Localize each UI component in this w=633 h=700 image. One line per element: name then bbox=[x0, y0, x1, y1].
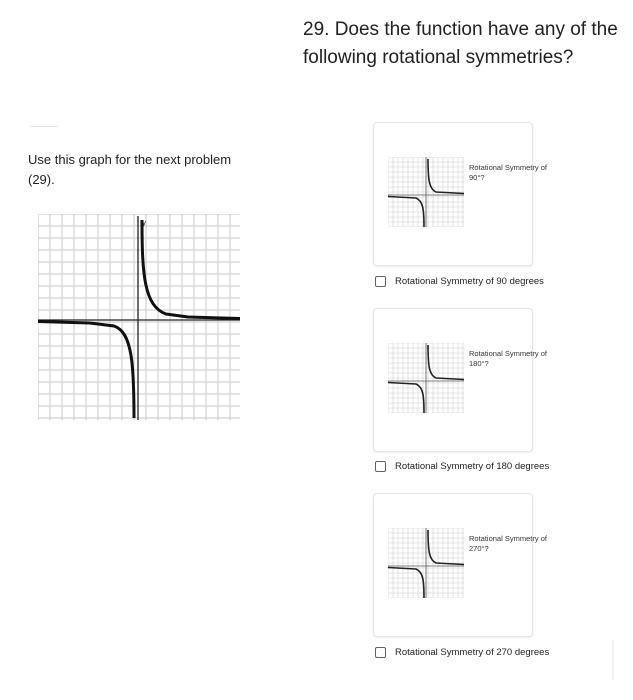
option-image-caption: Rotational Symmetry of 270°? bbox=[469, 534, 547, 553]
option-image-180 bbox=[373, 308, 547, 452]
option-image-90 bbox=[373, 122, 547, 266]
option-label: Rotational Symmetry of 90 degrees bbox=[395, 276, 544, 287]
checkbox-180-degrees[interactable] bbox=[375, 461, 386, 472]
curve-right-branch bbox=[142, 220, 240, 319]
option-image-caption: Rotational Symmetry of 90°? bbox=[469, 163, 547, 182]
option-90-degrees[interactable] bbox=[375, 276, 544, 287]
option-180-degrees[interactable] bbox=[375, 461, 549, 472]
option-270-degrees[interactable] bbox=[375, 647, 549, 658]
rotated-graph-thumbnail bbox=[388, 343, 464, 413]
option-image-270 bbox=[373, 493, 547, 637]
option-label: Rotational Symmetry of 180 degrees bbox=[395, 461, 550, 472]
function-graph bbox=[38, 214, 240, 420]
y-axis-label: y bbox=[142, 219, 147, 227]
checkbox-90-degrees[interactable] bbox=[375, 276, 386, 287]
rotated-graph-thumbnail bbox=[388, 528, 464, 598]
divider bbox=[30, 126, 58, 127]
scroll-edge bbox=[612, 640, 614, 680]
rotated-graph-thumbnail bbox=[388, 157, 464, 227]
checkbox-270-degrees[interactable] bbox=[375, 647, 386, 658]
option-label: Rotational Symmetry of 270 degrees bbox=[395, 647, 550, 658]
question-title: 29. Does the function have any of the following rotational symmetries? bbox=[303, 19, 618, 68]
option-image-caption: Rotational Symmetry of 180°? bbox=[469, 349, 547, 368]
graph-instruction: Use this graph for the next problem (29). bbox=[28, 152, 232, 187]
